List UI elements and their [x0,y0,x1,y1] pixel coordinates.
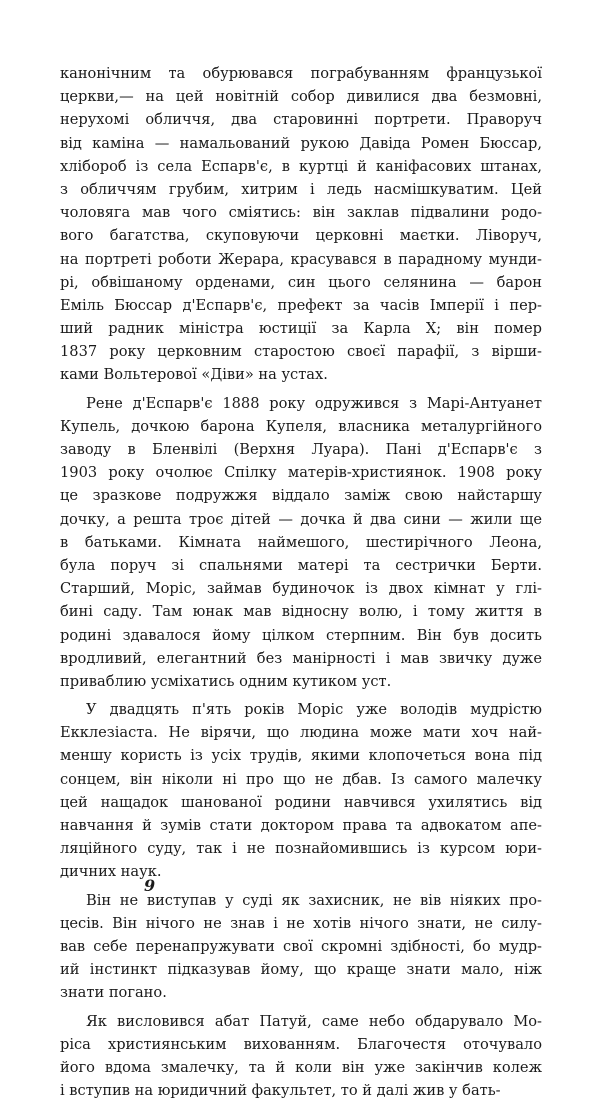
text-line: дичних наук. [60,860,542,883]
text-line: і вступив на юридичний факультет, то й далі жив у бать- [60,1079,542,1102]
text-line: сонцем, він ніколи ні про що не дбав. Із самого малечку [60,768,542,791]
text-line: від каміна — намальований рукою Давіда Ромен Бюссар, [60,132,542,155]
text-line: ий інстинкт підказував йому, що краще знати мало, ніж [60,958,542,981]
text-line: вого багатства, скуповуючи церковні маєтки. Ліворуч, [60,224,542,247]
text-line: церкви,— на цей новітній собор дивилися два безмовні, [60,85,542,108]
text-line: дочку, а решта троє дітей — дочка й два сини — жили ще [60,508,542,531]
text-line: ріса християнським вихованням. Благочестя оточувало [60,1033,542,1056]
text-line: цесів. Він нічого не знав і не хотів нічого знати, не силу- [60,912,542,935]
text-line: в батьками. Кімната наймешого, шестирічного Леона, [60,531,542,554]
text-line: на портреті роботи Жерара, красувався в парадному мунди- [60,248,542,271]
text-line: вав себе перенапружувати свої скромні здібності, бо мудр- [60,935,542,958]
text-line: це зразкове подружжя віддало заміж свою найстаршу [60,484,542,507]
text-line: нерухомі обличчя, два старовинні портрети. Праворуч [60,108,542,131]
text-line: цей нащадок шанованої родини навчився ухилятись від [60,791,542,814]
paragraph [60,392,542,693]
text-line: Еміль Бюссар д'Еспарв'є, префект за часів Імперії і пер- [60,294,542,317]
text-line: Він не виступав у суді як захисник, не вів ніяких про- [60,889,542,912]
text-line: У двадцять п'ять років Моріс уже володів мудрістю [60,698,542,721]
text-line: 1903 року очолює Спілку матерів-християнок. 1908 року [60,461,542,484]
text-line: знати погано. [60,981,542,1004]
text-line: Купель, дочкою барона Купеля, власника металургійного [60,415,542,438]
text-line: була поруч зі спальнями матері та сестрички Берти. [60,554,542,577]
paragraph [60,698,542,884]
text-line: вродливий, елегантний без манірності і мав звичку дуже [60,647,542,670]
paragraph [60,889,542,1005]
text-line: навчання й зумів стати доктором права та адвокатом апе- [60,814,542,837]
text-line: Рене д'Еспарв'є 1888 року одружився з Марі-Антуанет [60,392,542,415]
text-line: хлібороб із села Еспарв'є, в куртці й каніфасових штанах, [60,155,542,178]
text-line: його вдома змалечку, та й коли він уже закінчив колеж [60,1056,542,1079]
paragraph [60,62,542,387]
text-line: рі, обвішаному орденами, син цього селянина — барон [60,271,542,294]
text-line: канонічним та обурювався пограбуванням французької [60,62,542,85]
text-line: приваблию усміхатись одним кутиком уст. [60,670,542,693]
text-line: бині саду. Там юнак мав відносну волю, і тому життя в [60,600,542,623]
text-line: ший радник міністра юстиції за Карла X; він помер [60,317,542,340]
text-line: Старший, Моріс, займав будиночок із двох кімнат у глі- [60,577,542,600]
text-line: чоловяга мав чого сміятись: він заклав підвалини родо- [60,201,542,224]
page-number: 9 [144,876,155,895]
text-line: з обличчям грубим, хитрим і ледь насмішкуватим. Цей [60,178,542,201]
text-line: меншу користь із усіх трудів, якими клопочеться вона під [60,744,542,767]
paragraph [60,1010,542,1102]
text-line: родині здавалося йому цілком стерпним. Він був досить [60,624,542,647]
text-line: 1837 року церковним старостою своєї парафії, з вірши- [60,340,542,363]
page-body [60,62,542,1102]
text-line: Екклезіаста. Не вірячи, що людина може мати хоч най- [60,721,542,744]
text-line: ками Вольтерової «Діви» на устах. [60,363,542,386]
text-line: Як висловився абат Патуй, саме небо обдарувало Мо- [60,1010,542,1033]
text-line: ляційного суду, так і не познайомившись із курсом юри- [60,837,542,860]
text-line: заводу в Бленвілі (Верхня Луара). Пані д'Еспарв'є з [60,438,542,461]
